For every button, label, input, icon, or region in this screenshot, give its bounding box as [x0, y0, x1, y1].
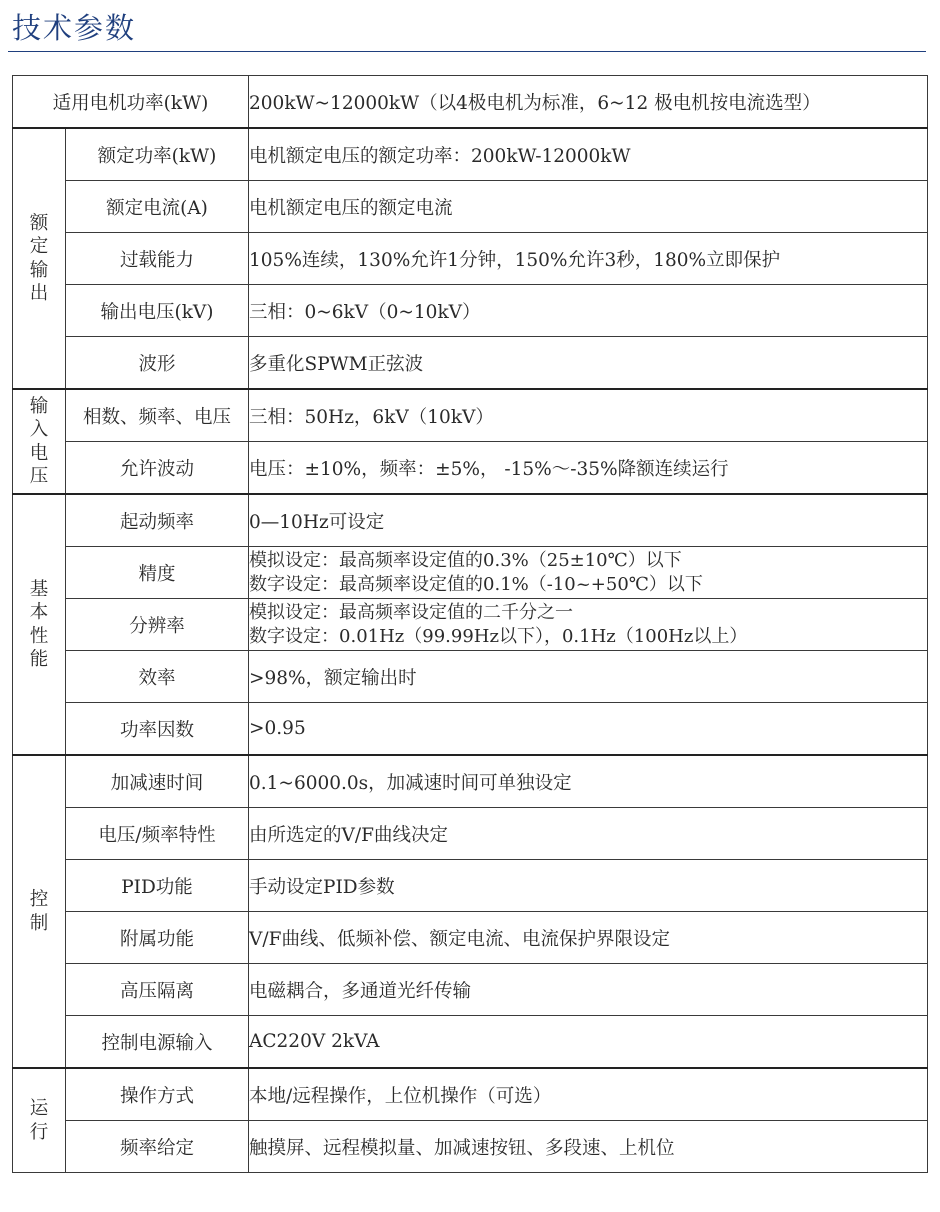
param-value: 三相：50Hz，6kV（10kV） — [249, 389, 928, 442]
table-row — [13, 703, 928, 756]
group-label-operation: 运行 — [13, 1068, 66, 1173]
table-row — [13, 233, 928, 285]
spec-table — [12, 75, 928, 1173]
table-row — [13, 1121, 928, 1173]
param-value: 手动设定PID参数 — [249, 860, 928, 912]
table-row — [13, 599, 928, 651]
param-value: 电磁耦合，多通道光纤传输 — [249, 964, 928, 1016]
param-value: 触摸屏、远程模拟量、加减速按钮、多段速、上机位 — [249, 1121, 928, 1173]
param-label: 分辨率 — [66, 599, 249, 651]
param-value-line: 模拟设定：最高频率设定值的0.3%（25±10℃）以下 — [249, 549, 682, 571]
param-label: 加减速时间 — [66, 755, 249, 808]
param-label: 功率因数 — [66, 703, 249, 756]
group-label-control: 控制 — [13, 755, 66, 1068]
group-label-input-voltage: 输入电压 — [13, 389, 66, 494]
table-row — [13, 755, 928, 808]
param-label: 额定功率(kW) — [66, 128, 249, 181]
param-label: 适用电机功率(kW) — [13, 76, 249, 129]
table-row — [13, 128, 928, 181]
param-value: 105%连续，130%允许1分钟，150%允许3秒，180%立即保护 — [249, 233, 928, 285]
title-divider — [8, 51, 926, 52]
param-label: 电压/频率特性 — [66, 808, 249, 860]
param-value: >98%，额定输出时 — [249, 651, 928, 703]
param-label: 波形 — [66, 337, 249, 390]
param-value: 200kW~12000kW（以4极电机为标准，6~12 极电机按电流选型） — [249, 76, 928, 129]
param-label: 起动频率 — [66, 494, 249, 547]
param-value — [249, 547, 928, 599]
table-row — [13, 337, 928, 390]
param-label: 额定电流(A) — [66, 181, 249, 233]
table-row — [13, 808, 928, 860]
param-label: 控制电源输入 — [66, 1016, 249, 1069]
table-row — [13, 389, 928, 442]
group-label-basic-performance: 基本性能 — [13, 494, 66, 755]
param-label: 效率 — [66, 651, 249, 703]
table-row — [13, 285, 928, 337]
param-label: 过载能力 — [66, 233, 249, 285]
param-value: AC220V 2kVA — [249, 1016, 928, 1069]
param-label: 输出电压(kV) — [66, 285, 249, 337]
table-row — [13, 1068, 928, 1121]
param-value: 多重化SPWM正弦波 — [249, 337, 928, 390]
table-row — [13, 860, 928, 912]
param-label: 相数、频率、电压 — [66, 389, 249, 442]
table-row — [13, 651, 928, 703]
table-row — [13, 181, 928, 233]
table-row — [13, 547, 928, 599]
param-label: 精度 — [66, 547, 249, 599]
param-value: 三相：0~6kV（0~10kV） — [249, 285, 928, 337]
param-value-line: 数字设定：0.01Hz（99.99Hz以下），0.1Hz（100Hz以上） — [249, 625, 748, 647]
param-value-line: 数字设定：最高频率设定值的0.1%（-10~+50℃）以下 — [249, 573, 703, 595]
param-value — [249, 599, 928, 651]
param-value-line: 模拟设定：最高频率设定值的二千分之一 — [249, 601, 574, 623]
page-title: 技术参数 — [12, 11, 137, 45]
param-label: 高压隔离 — [66, 964, 249, 1016]
table-row — [13, 76, 928, 129]
table-row — [13, 494, 928, 547]
param-value: 由所选定的V/F曲线决定 — [249, 808, 928, 860]
param-label: 操作方式 — [66, 1068, 249, 1121]
param-value: V/F曲线、低频补偿、额定电流、电流保护界限设定 — [249, 912, 928, 964]
param-label: 附属功能 — [66, 912, 249, 964]
group-label-rated-output: 额定输出 — [13, 128, 66, 389]
table-row — [13, 442, 928, 495]
param-value: >0.95 — [249, 703, 928, 756]
param-label: 允许波动 — [66, 442, 249, 495]
table-row — [13, 912, 928, 964]
param-label: PID功能 — [66, 860, 249, 912]
param-label: 频率给定 — [66, 1121, 249, 1173]
param-value: 电机额定电压的额定电流 — [249, 181, 928, 233]
param-value: 本地/远程操作，上位机操作（可选） — [249, 1068, 928, 1121]
param-value: 电机额定电压的额定功率：200kW-12000kW — [249, 128, 928, 181]
param-value: 0.1~6000.0s，加减速时间可单独设定 — [249, 755, 928, 808]
param-value: 0—10Hz可设定 — [249, 494, 928, 547]
param-value: 电压：±10%，频率：±5%， -15%～-35%降额连续运行 — [249, 442, 928, 495]
table-row — [13, 1016, 928, 1069]
table-row — [13, 964, 928, 1016]
